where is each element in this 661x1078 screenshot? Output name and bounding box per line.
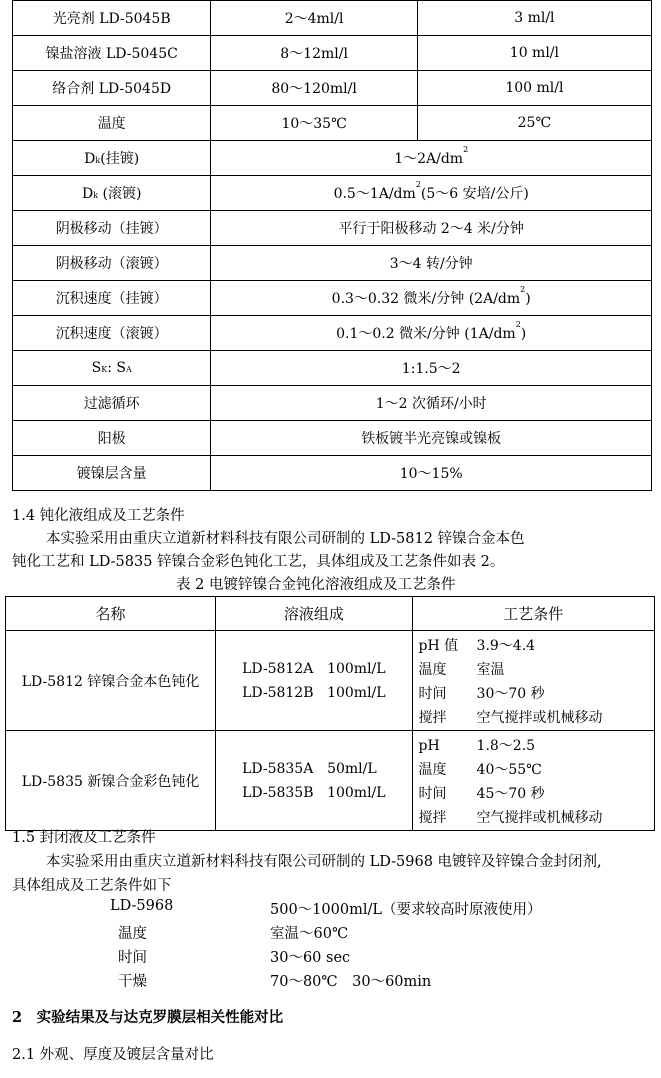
section-1-4-para-line2: 钝化工艺和 LD-5835 锌镍合金彩色钝化工艺，具体组成及工艺条件如表 2。: [12, 554, 505, 570]
param-name: 络合剂 LD-5045D: [13, 71, 211, 106]
param-value-tail: ): [520, 326, 527, 342]
param-name: [13, 211, 211, 246]
cond-value: 45～70 秒: [476, 786, 545, 802]
passivation-table: [5, 596, 655, 831]
seal-item-key: 时间: [118, 950, 147, 966]
param-name-main: 阳极: [97, 431, 126, 447]
sol-a: LD-5835A: [242, 760, 314, 777]
row1-solution: [216, 631, 412, 731]
section-1-5-heading: 1.5 封闭液及工艺条件: [12, 830, 156, 846]
param-value-main: 0.3～0.32 微米/分钟 (2A/dm: [331, 291, 521, 307]
table1-row: [13, 246, 652, 281]
param-value-main: 1:1.5～2: [401, 361, 461, 377]
param-value-sup: 2: [520, 285, 526, 294]
param-value: [211, 421, 652, 456]
param-name-tail: (滚镀): [98, 186, 142, 202]
sol-b: 100ml/L: [327, 660, 386, 677]
sol-b: 100ml/L: [327, 784, 386, 801]
param-value-sup: 2: [515, 320, 521, 329]
table1-row: [13, 421, 652, 456]
seal-item-key: LD-5968: [110, 898, 174, 914]
param-value-main: 0.5～1A/dm: [333, 186, 416, 202]
param-value: [211, 246, 652, 281]
param-typical: 25℃: [417, 106, 651, 141]
table1-row: [13, 1, 652, 36]
row2-conditions: [412, 731, 654, 831]
seal-item-value: 30～60 sec: [270, 950, 351, 966]
sol-b: 50ml/L: [327, 760, 377, 777]
param-value-main: 0.1～0.2 微米/分钟 (1A/dm: [336, 326, 516, 342]
param-range: 80～120ml/l: [211, 71, 417, 106]
param-name-sub: k: [93, 191, 99, 200]
seal-item-value: 70～80℃ 30～60min: [270, 974, 432, 990]
table1-row: [13, 316, 652, 351]
param-value-main: 平行于阳极移动 2～4 米/分钟: [338, 221, 524, 237]
sol-b: 100ml/L: [327, 684, 386, 701]
cond-key: pH 值: [418, 638, 459, 654]
section-1-4-heading: 1.4 钝化液组成及工艺条件: [12, 508, 185, 524]
header-conditions: 工艺条件: [412, 597, 654, 631]
cond-value: 空气搅拌或机械移动: [476, 710, 603, 726]
param-name: [13, 456, 211, 491]
param-value-tail: (5～6 安培/公斤): [420, 186, 529, 202]
param-value-tail: ): [525, 291, 531, 307]
process-parameters-table: [12, 0, 652, 491]
row1-name: LD-5812 锌镍合金本色钝化: [6, 631, 216, 731]
param-name-main: S: [91, 360, 102, 376]
param-name: 光亮剂 LD-5045B: [13, 1, 211, 36]
param-value-main: 3～4 转/分钟: [389, 256, 473, 272]
cond-key: 搅拌: [418, 810, 447, 826]
cond-key: pH: [418, 738, 440, 754]
row1-conditions: [412, 631, 654, 731]
sol-a: LD-5835B: [242, 784, 314, 801]
cond-value: 30～70 秒: [476, 686, 545, 702]
section-2-1-heading: 2.1 外观、厚度及镀层含量对比: [12, 1047, 214, 1063]
sol-a: LD-5812A: [242, 660, 314, 677]
param-value: [211, 141, 652, 176]
param-value: [211, 456, 652, 491]
cond-key: 温度: [418, 662, 447, 678]
param-value-main: 铁板镀半光亮镍或镍板: [361, 431, 502, 447]
param-name-sub2: A: [125, 365, 132, 374]
cond-key: 时间: [418, 686, 447, 702]
param-name-main: 阴极移动（挂镀）: [55, 221, 168, 237]
param-name-main: 沉积速度（挂镀）: [55, 291, 168, 307]
param-name: [13, 246, 211, 281]
param-name: [13, 281, 211, 316]
param-name-main: 阴极移动（滚镀）: [55, 256, 168, 272]
sol-a: LD-5812B: [242, 684, 314, 701]
cond-value: 3.9～4.4: [476, 638, 536, 654]
param-value: [211, 281, 652, 316]
param-name: 温度: [13, 106, 211, 141]
header-solution: 溶液组成: [216, 597, 412, 631]
param-name: [13, 316, 211, 351]
param-name-tail: : S: [107, 360, 126, 376]
table1-row: [13, 281, 652, 316]
param-value-main: 10～15%: [399, 466, 463, 482]
section-1-5-para-line1: 本实验采用由重庆立道新材料科技有限公司研制的 LD-5968 电镀锌及锌镍合金封闭剂,: [46, 854, 602, 870]
cond-value: 1.8～2.5: [476, 738, 536, 754]
table1-row: [13, 351, 652, 386]
seal-item-value: 室温～60℃: [270, 926, 349, 942]
param-typical: 10 ml/l: [417, 36, 651, 71]
param-value: [211, 316, 652, 351]
param-name-main: 过滤循环: [83, 396, 140, 412]
param-typical: 100 ml/l: [417, 71, 651, 106]
param-name: [13, 176, 211, 211]
cond-value: 40～55℃: [476, 762, 542, 778]
param-name-main: D: [81, 186, 94, 202]
param-value: [211, 351, 652, 386]
param-name-main: 沉积速度（滚镀）: [55, 326, 168, 342]
param-name-sub: k: [95, 156, 101, 165]
param-value: [211, 176, 652, 211]
param-name: [13, 351, 211, 386]
param-value-main: 1～2A/dm: [394, 151, 464, 167]
param-typical: 3 ml/l: [417, 1, 651, 36]
param-value: [211, 386, 652, 421]
param-name-sub: K: [101, 365, 108, 374]
table1-row: [13, 176, 652, 211]
param-value: [211, 211, 652, 246]
param-name: [13, 386, 211, 421]
cond-value: 室温: [476, 662, 505, 678]
section-2-heading: 2 实验结果及与达克罗膜层相关性能对比: [12, 1009, 284, 1026]
param-name: 镍盐溶液 LD-5045C: [13, 36, 211, 71]
cond-key: 温度: [418, 762, 447, 778]
table1-row: [13, 386, 652, 421]
table1-row: [13, 211, 652, 246]
table1-row: [13, 106, 652, 141]
cond-value: 空气搅拌或机械移动: [476, 810, 603, 826]
param-name-tail: (挂镀): [100, 151, 140, 167]
table1-row: [13, 71, 652, 106]
table1-row: [13, 36, 652, 71]
table2-caption: 表 2 电镀锌镍合金钝化溶液组成及工艺条件: [176, 577, 456, 593]
seal-item-key: 温度: [118, 926, 147, 942]
param-value-main: 1～2 次循环/小时: [375, 396, 487, 412]
param-value-sup: 2: [463, 145, 469, 154]
param-name: [13, 141, 211, 176]
param-range: 10～35℃: [211, 106, 417, 141]
table1-row: [13, 141, 652, 176]
table1-row: [13, 456, 652, 491]
param-value-sup: 2: [415, 180, 421, 189]
seal-item-value: 500～1000ml/L（要求较高时原液使用）: [270, 902, 542, 918]
cond-key: 搅拌: [418, 710, 447, 726]
row2-solution: [216, 731, 412, 831]
header-name: 名称: [6, 597, 216, 631]
param-name: [13, 421, 211, 456]
param-range: 2～4ml/l: [211, 1, 417, 36]
cond-key: 时间: [418, 786, 447, 802]
row2-name: LD-5835 新镍合金彩色钝化: [6, 731, 216, 831]
section-1-4-para-line1: 本实验采用由重庆立道新材料科技有限公司研制的 LD-5812 锌镍合金本色: [46, 531, 525, 547]
param-name-main: D: [84, 151, 96, 167]
section-1-5-para-line2: 具体组成及工艺条件如下: [12, 878, 172, 894]
param-range: 8～12ml/l: [211, 36, 417, 71]
seal-item-key: 干燥: [118, 974, 147, 990]
param-name-main: 镀镍层含量: [76, 466, 147, 482]
